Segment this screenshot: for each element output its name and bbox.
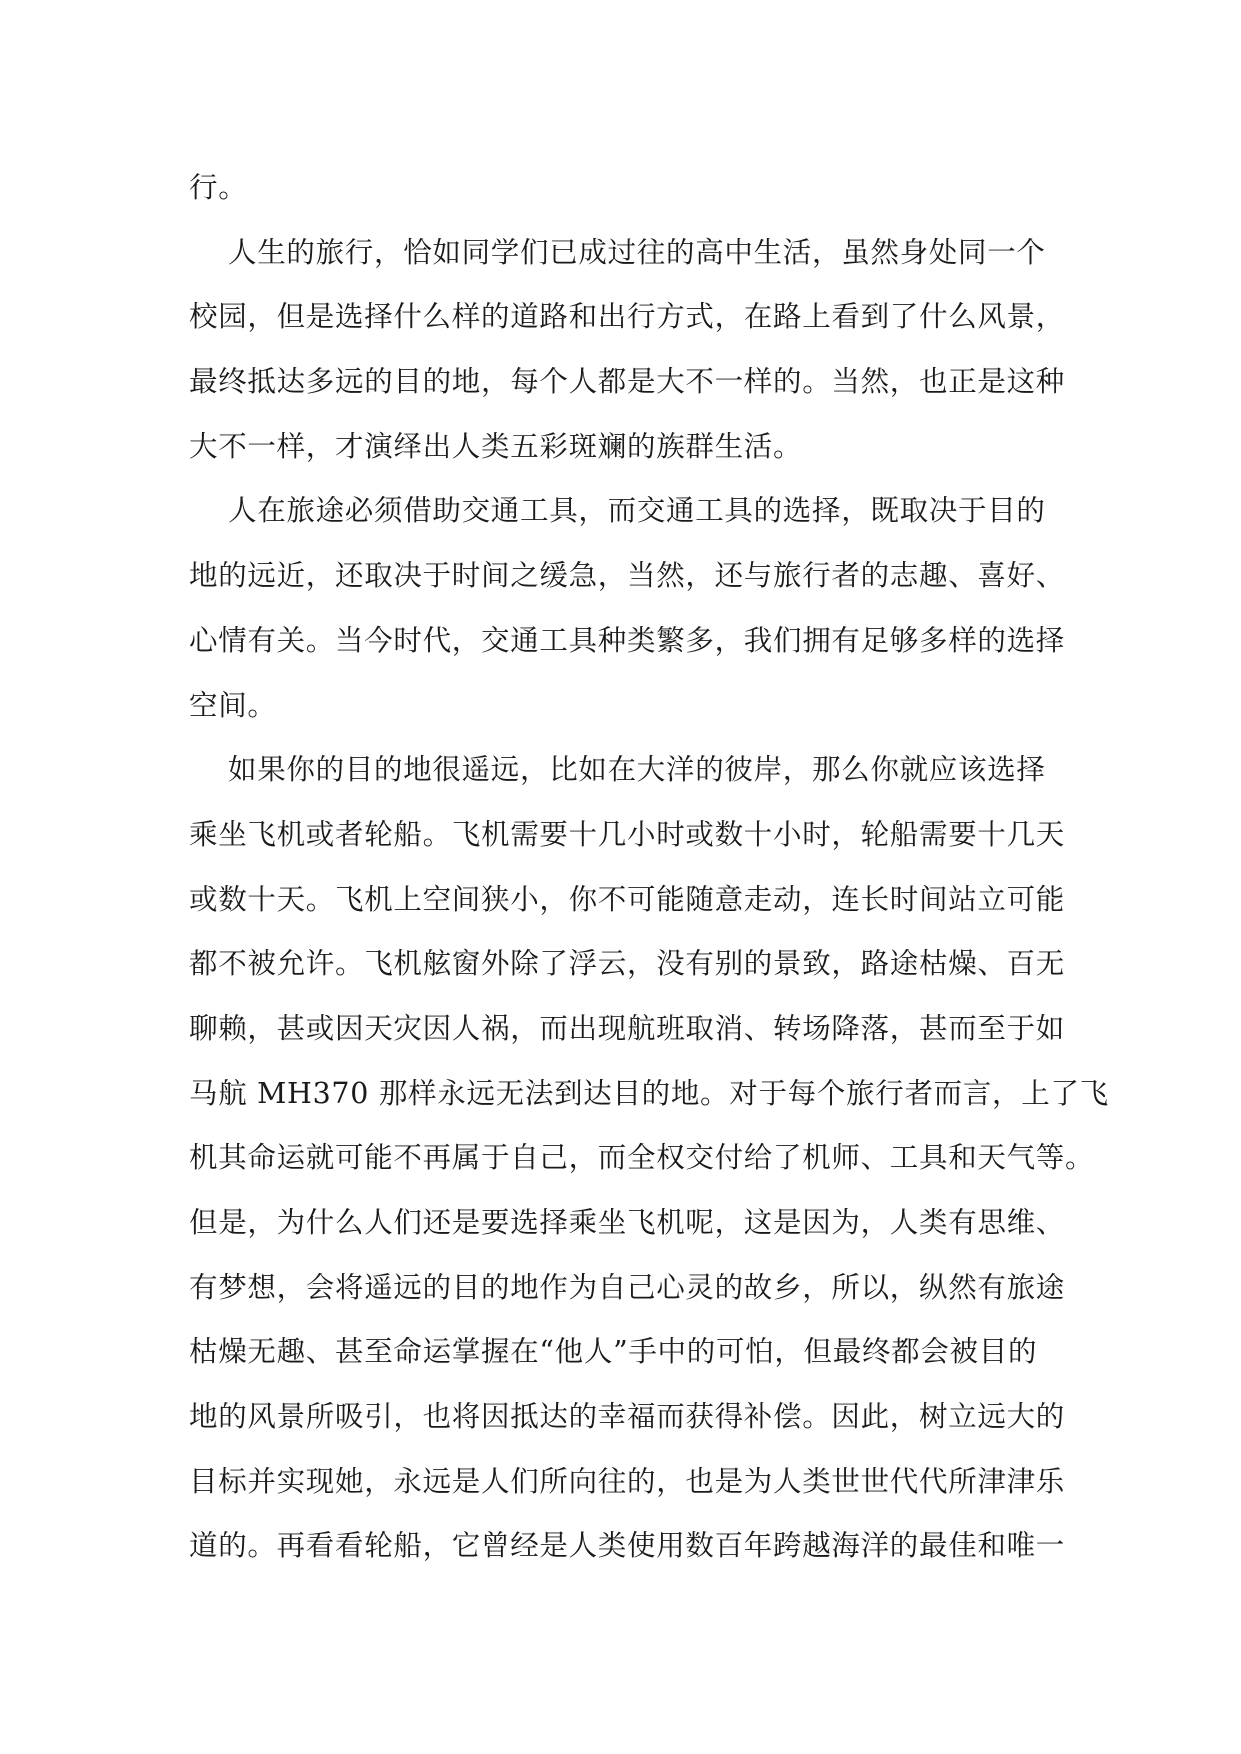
text-line: 目标并实现她，永远是人们所向往的，也是为人类世世代代所津津乐 [189,1464,1066,1498]
text-line: 聊赖，甚或因天灾因人祸，而出现航班取消、转场降落，甚而至于如 [189,1011,1066,1045]
text-line: 枯燥无趣、甚至命运掌握在“他人”手中的可怕，但最终都会被目的 [189,1335,1038,1369]
text-line: 空间。 [189,688,277,722]
text-line: 乘坐飞机或者轮船。飞机需要十几小时或数十小时，轮船需要十几天 [189,817,1066,851]
text-line: 大不一样，才演绎出人类五彩斑斓的族群生活。 [189,429,803,463]
text-line: 道的。再看看轮船，它曾经是人类使用数百年跨越海洋的最佳和唯一 [189,1529,1066,1563]
text-line: 最终抵达多远的目的地，每个人都是大不一样的。当然，也正是这种 [189,365,1066,399]
paragraph-first-line: 人在旅途必须借助交通工具，而交通工具的选择，既取决于目的 [228,494,1046,528]
paragraph-first-line: 人生的旅行，恰如同学们已成过往的高中生活，虽然身处同一个 [228,235,1046,269]
text-line: 有梦想，会将遥远的目的地作为自己心灵的故乡，所以，纵然有旅途 [189,1270,1066,1304]
text-line: 马航 MH370 那样永远无法到达目的地。对于每个旅行者而言，上了飞 [189,1076,1109,1110]
text-line: 但是，为什么人们还是要选择乘坐飞机呢，这是因为，人类有思维、 [189,1206,1066,1239]
text-line: 行。 [189,171,248,204]
text-line: 校园，但是选择什么样的道路和出行方式，在路上看到了什么风景， [189,300,1066,334]
text-line: 地的远近，还取决于时间之缓急，当然，还与旅行者的志趣、喜好、 [189,559,1066,593]
text-line: 或数十天。飞机上空间狭小，你不可能随意走动，连长时间站立可能 [189,882,1066,916]
text-line: 都不被允许。飞机舷窗外除了浮云，没有别的景致，路途枯燥、百无 [189,947,1066,981]
body-text [189,156,1109,1579]
paragraph-first-line: 如果你的目的地很遥远，比如在大洋的彼岸，那么你就应该选择 [228,753,1046,787]
text-line: 地的风景所吸引，也将因抵达的幸福而获得补偿。因此，树立远大的 [189,1400,1066,1434]
text-line: 机其命运就可能不再属于自己，而全权交付给了机师、工具和天气等。 [189,1141,1095,1175]
text-line: 心情有关。当今时代，交通工具种类繁多，我们拥有足够多样的选择 [189,623,1066,657]
